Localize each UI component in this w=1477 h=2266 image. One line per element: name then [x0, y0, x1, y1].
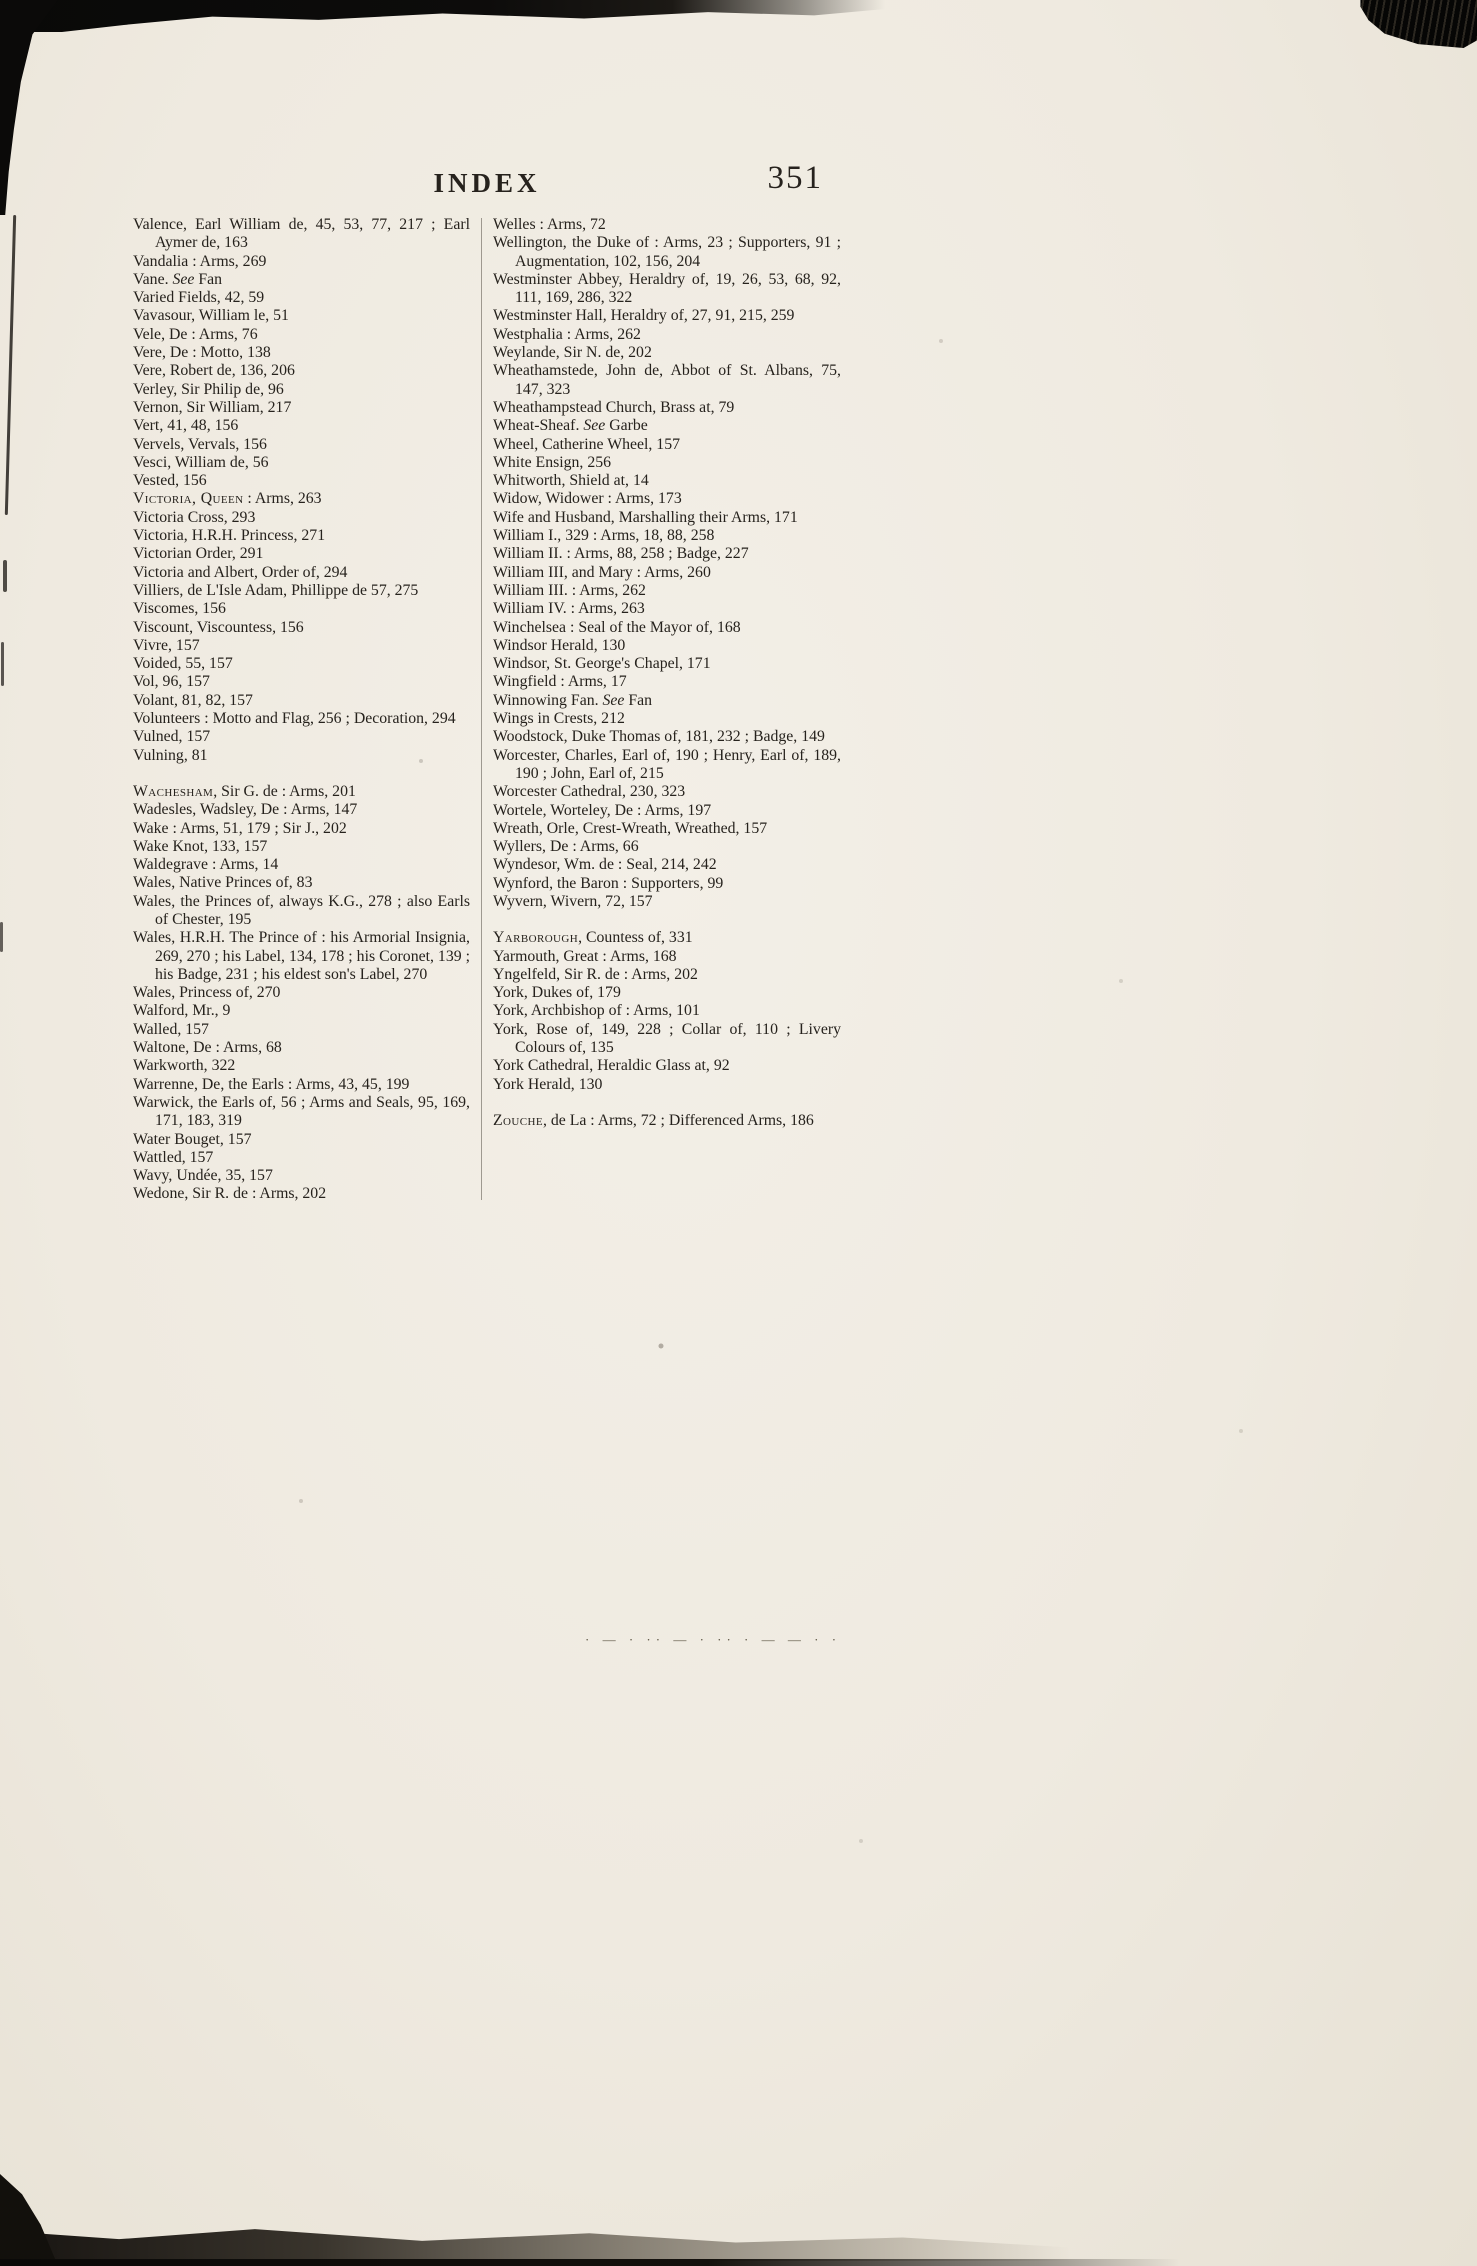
scan-artifact-bottom-edge [0, 2259, 1180, 2266]
index-entry: Walled, 157 [133, 1020, 209, 1038]
index-entry: Vol, 96, 157 [133, 673, 210, 691]
index-entry: Verley, Sir Philip de, 96 [133, 380, 284, 398]
plain-text: Fan [194, 270, 223, 288]
small-caps-text: Wachesham [133, 782, 214, 800]
plain-text: Wheat-Sheaf. [493, 417, 584, 435]
index-entry: Victoria, H.R.H. Princess, 271 [133, 527, 326, 545]
index-entry: Wheathamstede, John de, Abbot of St. Albans, 75, 147, 323 [493, 362, 841, 398]
scan-artifact-top-edge [0, 0, 885, 32]
index-entry: Wedone, Sir R. de : Arms, 202 [133, 1185, 327, 1203]
index-entry: Vavasour, William le, 51 [133, 307, 289, 325]
index-entry: Vert, 41, 48, 156 [133, 417, 239, 435]
index-entry: William II. : Arms, 88, 258 ; Badge, 227 [493, 545, 749, 563]
scan-artifact-speckles [0, 0, 2, 2]
index-entry: Woodstock, Duke Thomas of, 181, 232 ; Badge, 149 [493, 728, 825, 746]
index-entry: Wheel, Catherine Wheel, 157 [493, 435, 681, 453]
index-entry: Villiers, de L'Isle Adam, Phillippe de 57, 275 [133, 581, 419, 599]
index-entry: Vandalia : Arms, 269 [133, 252, 267, 270]
index-entry: Voided, 55, 157 [133, 655, 233, 673]
scan-artifact-left-mark [5, 215, 16, 515]
index-entry [493, 929, 841, 947]
index-entry: Viscount, Viscountess, 156 [133, 618, 304, 636]
index-entry: Volunteers : Motto and Flag, 256 ; Decoration, 294 [133, 710, 456, 728]
scan-artifact-torn-corner [0, 0, 58, 215]
plain-text: , Sir G. de : Arms, 201 [213, 782, 356, 800]
index-entry: Weylande, Sir N. de, 202 [493, 344, 652, 362]
index-entry: Vere, Robert de, 136, 206 [133, 362, 295, 380]
italic-text: See [583, 417, 606, 435]
plain-text: Garbe [605, 417, 648, 435]
index-entry: Vere, De : Motto, 138 [133, 344, 271, 362]
index-entry: Walford, Mr., 9 [133, 1002, 231, 1020]
index-entry: Wife and Husband, Marshalling their Arms, 171 [493, 508, 798, 526]
index-entry: Volant, 81, 82, 157 [133, 691, 253, 709]
index-entry: Valence, Earl William de, 45, 53, 77, 217 ; Earl Aymer de, 163 [133, 216, 470, 252]
index-group [133, 216, 470, 765]
index-entry: Vernon, Sir William, 217 [133, 398, 292, 416]
index-entry: Waltone, De : Arms, 68 [133, 1039, 282, 1057]
column-left-content [133, 216, 470, 1204]
index-entry: William IV. : Arms, 263 [493, 600, 645, 618]
scan-artifact-left-mark [1, 642, 4, 686]
index-entry [493, 692, 841, 710]
scan-artifact-noise-dashes: · — · ·· — · ·· · — — · · [585, 1632, 842, 1647]
plain-text: , Countess of, 331 [578, 929, 693, 947]
page-number: 351 [767, 160, 823, 196]
index-entry: Widow, Widower : Arms, 173 [493, 490, 682, 508]
index-entry: Viscomes, 156 [133, 600, 226, 618]
index-entry: York, Archbishop of : Arms, 101 [493, 1002, 700, 1020]
index-entry: Windsor Herald, 130 [493, 636, 626, 654]
plain-text: : Arms, 263 [243, 490, 322, 508]
index-entry [133, 783, 470, 801]
index-entry: York Herald, 130 [493, 1075, 603, 1093]
index-entry: William III. : Arms, 262 [493, 581, 646, 599]
index-entry: Wyvern, Wivern, 72, 157 [493, 892, 653, 910]
index-entry: Westminster Hall, Heraldry of, 27, 91, 215, 259 [493, 307, 795, 325]
plain-text: Vane. [133, 270, 173, 288]
index-entry: York Cathedral, Heraldic Glass at, 92 [493, 1057, 730, 1075]
index-entry: Wales, Princess of, 270 [133, 984, 281, 1002]
index-entry: Victorian Order, 291 [133, 545, 264, 563]
italic-text: See [602, 691, 625, 709]
index-entry: Varied Fields, 42, 59 [133, 289, 265, 307]
index-group [493, 929, 841, 1094]
index-entry: Wyllers, De : Arms, 66 [493, 838, 639, 856]
index-entry: Wadesles, Wadsley, De : Arms, 147 [133, 801, 358, 819]
index-group [493, 216, 841, 911]
plain-text: , de La : Arms, 72 ; Differenced Arms, 186 [542, 1111, 814, 1129]
index-entry: Wings in Crests, 212 [493, 710, 625, 728]
index-entry: Vulning, 81 [133, 746, 208, 764]
page-header [133, 160, 841, 216]
index-entry: Waldegrave : Arms, 14 [133, 856, 279, 874]
index-entry: Winchelsea : Seal of the Mayor of, 168 [493, 618, 741, 636]
index-entry: Yngelfeld, Sir R. de : Arms, 202 [493, 965, 698, 983]
index-entry: Vulned, 157 [133, 728, 211, 746]
scan-artifact-left-mark [0, 922, 3, 952]
index-group [133, 783, 470, 1204]
index-entry: Wake : Arms, 51, 179 ; Sir J., 202 [133, 819, 347, 837]
index-entry: Wales, Native Princes of, 83 [133, 874, 313, 892]
index-entry: Windsor, St. George's Chapel, 171 [493, 655, 711, 673]
plain-text: Winnowing Fan. [493, 691, 603, 709]
index-entry: Whitworth, Shield at, 14 [493, 472, 649, 490]
index-entry: Warkworth, 322 [133, 1057, 236, 1075]
scan-artifact-bottom-shadow [25, 2219, 1070, 2261]
scan-artifact-top-right [1343, 0, 1477, 48]
index-entry [133, 271, 470, 289]
small-caps-text: Zouche [493, 1111, 543, 1129]
index-entry: Wyndesor, Wm. de : Seal, 214, 242 [493, 856, 717, 874]
page-title: INDEX [433, 168, 541, 198]
index-text-block [133, 160, 841, 1204]
plain-text: Fan [624, 691, 653, 709]
small-caps-text: Victoria, Queen [133, 490, 244, 508]
index-entry: Vesci, William de, 56 [133, 453, 269, 471]
column-right-content [493, 216, 841, 1130]
index-entry: York, Dukes of, 179 [493, 984, 621, 1002]
index-entry: Wattled, 157 [133, 1148, 214, 1166]
index-entry: Wortele, Worteley, De : Arms, 197 [493, 801, 712, 819]
index-entry: Vervels, Vervals, 156 [133, 435, 267, 453]
index-entry: Vivre, 157 [133, 636, 200, 654]
small-caps-text: Yarborough [493, 929, 579, 947]
index-entry: Wales, the Princes of, always K.G., 278 ; also Earls of Chester, 195 [133, 892, 470, 928]
index-entry: Worcester Cathedral, 230, 323 [493, 783, 686, 801]
index-entry: Wynford, the Baron : Supporters, 99 [493, 874, 724, 892]
index-entry: Water Bouget, 157 [133, 1130, 252, 1148]
index-entry [493, 417, 841, 435]
index-entry [493, 1112, 841, 1130]
index-entry: York, Rose of, 149, 228 ; Collar of, 110 ; Livery Colours of, 135 [493, 1020, 841, 1057]
index-columns [133, 216, 841, 1204]
index-entry: Worcester, Charles, Earl of, 190 ; Henry, Earl of, 189, 190 ; John, Earl of, 215 [493, 746, 841, 782]
index-entry: William I., 329 : Arms, 18, 88, 258 [493, 527, 715, 545]
index-entry: Welles : Arms, 72 [493, 216, 606, 233]
index-entry: Wingfield : Arms, 17 [493, 673, 627, 691]
index-entry: Wake Knot, 133, 157 [133, 837, 268, 855]
index-entry: William III, and Mary : Arms, 260 [493, 563, 711, 581]
index-entry: Vested, 156 [133, 472, 207, 490]
index-entry: Westphalia : Arms, 262 [493, 325, 641, 343]
index-entry: Victoria and Albert, Order of, 294 [133, 563, 348, 581]
column-divider-rule [481, 218, 482, 1200]
index-entry: Victoria Cross, 293 [133, 508, 256, 526]
index-entry: Wheathampstead Church, Brass at, 79 [493, 398, 735, 416]
index-entry: Vele, De : Arms, 76 [133, 325, 258, 343]
index-entry: White Ensign, 256 [493, 453, 612, 471]
index-entry: Wellington, the Duke of : Arms, 23 ; Supporters, 91 ; Augmentation, 102, 156, 204 [493, 234, 841, 270]
index-group [493, 1112, 841, 1130]
scan-artifact-left-mark [3, 560, 7, 592]
italic-text: See [172, 270, 195, 288]
index-entry: Warwick, the Earls of, 56 ; Arms and Seals, 95, 169, 171, 183, 319 [133, 1093, 470, 1130]
index-entry: Warrenne, De, the Earls : Arms, 43, 45, 199 [133, 1075, 410, 1093]
index-entry: Yarmouth, Great : Arms, 168 [493, 947, 677, 965]
index-entry: Wales, H.R.H. The Prince of : his Armorial Insignia, 269, 270 ; his Label, 134, 178 ; his Coronet, 139 ; his Badge, 231 ; his eldest son's Label, 270 [133, 929, 470, 983]
scan-artifact-bottom-corner [0, 2174, 58, 2266]
index-entry: Wreath, Orle, Crest-Wreath, Wreathed, 157 [493, 819, 768, 837]
index-entry: Westminster Abbey, Heraldry of, 19, 26, 53, 68, 92, 111, 169, 286, 322 [493, 270, 841, 307]
index-entry: Wavy, Undée, 35, 157 [133, 1167, 273, 1185]
index-entry [133, 490, 470, 508]
